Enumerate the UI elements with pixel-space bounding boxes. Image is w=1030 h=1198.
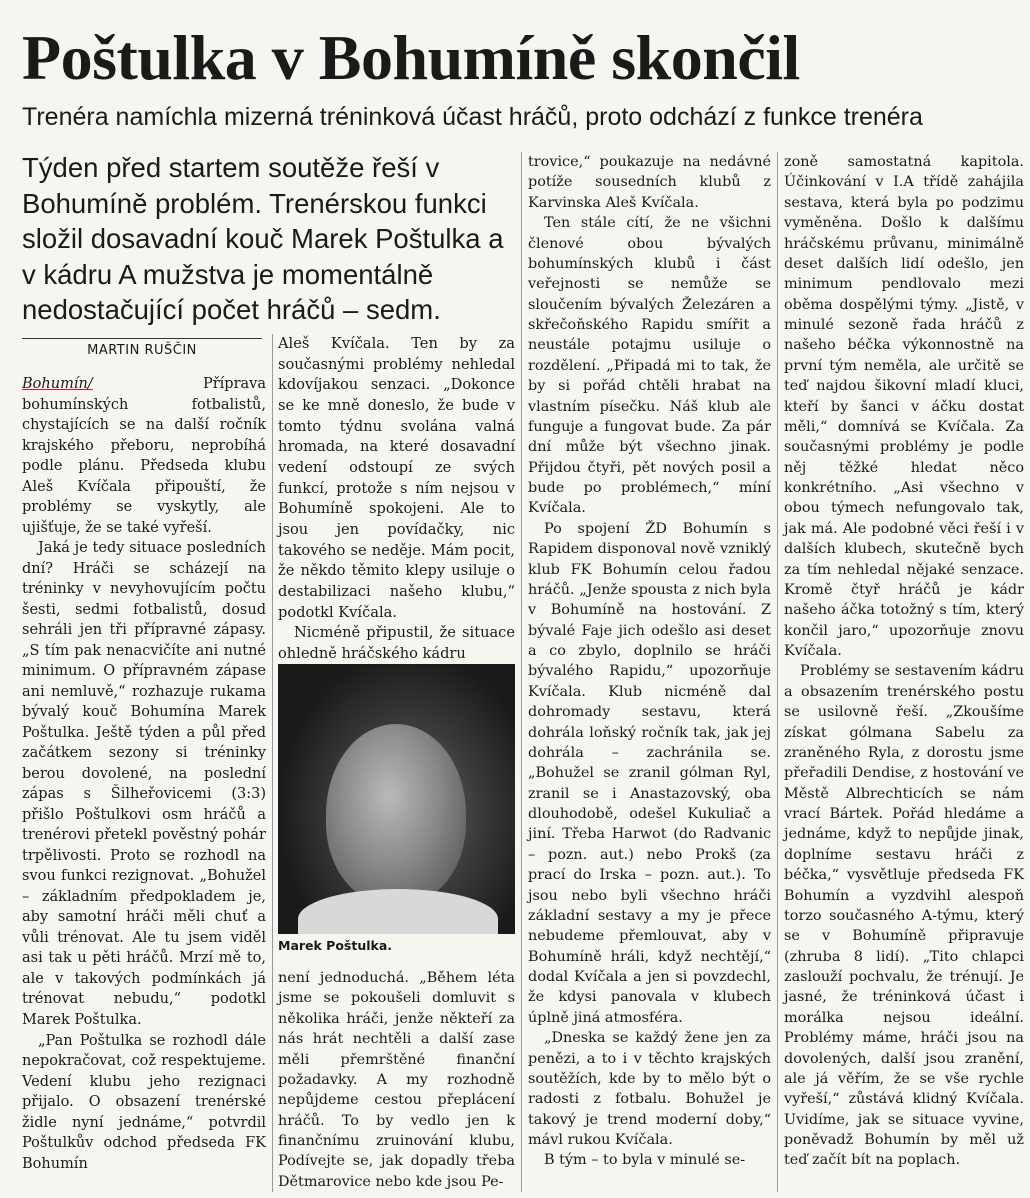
article-paragraph: Problémy se sestavením kádru a obsazením trenérského postu se usilovně řeší. „Zkoušíme získat gólmana Sabelu za zraněného Ryla, z dorostu jsme přeřadili Dendise, z hostování ve Městě Albrechticích se nám vrací Bártek. Pořád hledáme a jednáme, když to nepůjde jinak, doplníme sestavu hráči z béčka,“ vysvětluje předseda FK Bohumín a vyzdvihl alespoň torzo současného A-týmu, který se v Bohumíně připravuje (zhruba 8 lidí). „Tito chlapci zaslouží pochvalu, že trénují. Je jasné, že tréninková účast i morálka nejsou ideální. Problémy máme, hráči jsou na dovolených, další jsou zranění, ale já věřím, že se vše rychle vyřeší,“ zůstává klidný Kvíčala. Uvidíme, jak se situace vyvine, poněvadž Bohumín by měl už teď začít bít na poplach. [784,663,1024,1169]
article-paragraph: „Pan Poštulka se rozhodl dále nepokračovat, což respektujeme. Vedení klubu jeho rezignaci přijalo. O obsazení trenérské židle nyní jednáme,“ potvrdil Poštulkův odchod předseda FK Bohumín [22,1032,266,1172]
dateline: Bohumín/ [22,376,93,392]
headline: Poštulka v Bohumíně skončil [22,22,800,93]
article-paragraph: Ten stále cítí, že ne všichni členové obou bývalých bohumínských klubů i část veřejnosti se nemůže se sloučením bývalých Železáren a skřečoňského Rapidu smířit a neustále potajmu usiluje o rozdělení. „Připadá mi to tak, že by si pořád chtěli hrabat na vlastním písečku. Náš klub ale funguje a fungovat bude. Za pár dní může být všechno jinak. Přijdou čtyři, pět nových posil a bude po problémech,“ míní Kvíčala. [528,215,771,517]
article-paragraph [22,374,266,538]
byline: MARTIN RUŠČIN [22,338,262,358]
article-paragraph: Aleš Kvíčala. Ten by za současnými problémy nehledal kdovíjakou senzaci. „Dokonce se ke mně doneslo, že bude v tomto týdnu svolána valná hromada, na které dosavadní vedení odstoupí ze svých funkcí, protože s ním nejsou v Bohumíně spokojeni. Ale to jsou jen povídačky, nic takového se neděje. Mám pocit, že někdo těmito klepy usiluje o destabilizaci našeho klubu,“ podotkl Kvíčala. [278,335,515,621]
article-paragraph: Jaká je tedy situace posledních dní? Hráči se scházejí na tréninky v nevyhovujícím počtu šesti, sedmi fotbalistů, dosud sehráli jen tři přípravné zápasy. „S tím pak nenacvičíte ani nutné minimum. O přípravném zápase ani nemluvě,“ rozhazuje rukama bývalý kouč Bohumína Marek Poštulka. Ještě týden a půl před začátkem sezony si tréninky berou dovolené, na poslední zápas s Šilheřovicemi (3:3) přišlo Poštulkovi osm hráčů a trenérovi přetekl pověstný pohár trpělivosti. Proto se rozhodl na svou funkci rezignovat. „Bohužel – základním předpokladem je, aby samotní hráči měli chuť a vůli trénovat. Ale tu jsem viděl asi tak u pěti hráčů. Mrzí mě to, ale v takových podmínkách já trénovat nebudu,“ podotkl Marek Poštulka. [22,540,266,1028]
article-paragraph: Po spojení ŽD Bohumín s Rapidem disponoval nově vzniklý klub FK Bohumín celou řadou hráčů. „Jenže spousta z nich byla v Bohumíně na hostování. Z bývalé Faje jich odešlo asi deset a co zbylo, doplnilo se hráči bývalého Rapidu,“ upozorňuje Kvíčala. Klub nicméně dal dohromady sestavu, která dohrála loňský ročník tak, jak jej dohrála – zachránila se. „Bohužel se zranil gólman Ryl, zranil se i Anastazovský, oba dlouhodobě, odešel Kukuliač a jiní. Třeba Harwot (do Radvanic – pozn. aut.) nebo Prokš (za prací do Irska – pozn. aut.). To jsou nebo byli všechno hráči základní sestavy a my je přece nebudeme přemlouvat, aby v Bohumíně hráli, když nechtějí,“ dodal Kvíčala a jen si povzdechl, že kdysi panovala v klubech úplně jiná atmosféra. [528,520,771,1026]
article-paragraph: není jednoduchá. „Během léta jsme se pokoušeli domluvit s několika hráči, jenže někteří za nás hrát nechtěli a další zase měli přemrštěné finanční požadavky. A my rozhodně nepůjdeme cestou přeplácení hráčů. To by vedlo jen k finančnímu zruinování klubu, Podívejte se, jak dopadly třeba Dětmarovice nebo kde jsou Pe- [278,970,515,1190]
lead-paragraph: Týden před startem soutěže řeší v Bohumíně problém. Trenérskou funkci složil dosavadní kouč Marek Poštulka a v kádru A mužstva je momentálně nedostačující počet hráčů – sedm. [22,152,504,325]
article-column-2-top [278,334,515,664]
article-paragraph: zoně samostatná kapitola. Účinkování v I.A třídě zahájila sestava, která byla po podzimu vyměněna. Došlo k dalšímu hráčskému průvanu, minimálně deset dalších lidí odešlo, jen minimum pendlovalo mezi oběma dospělými týmy. „Jistě, v minulé sezoně řada hráčů z našeho béčka výkonnostně na první tým neměla, ale určitě se teď najdou šikovní mladí kluci, kteří by šanci v áčku dostat měli,“ domnívá se Kvíčala. Za současnými problémy je podle něj těžké hledat něco konkrétního. „Asi všechno v obou týmech nefungovalo tak, jak má. Ale podobné věci řeší i v dalších klubech, skutečně bych za tím nehledal nějaké senzace. Kromě čtyř hráčů je kádr našeho áčka totožný s tím, který končil jaro,“ upozorňuje znovu Kvíčala. [784,154,1024,659]
article-paragraph: Nicméně připustil, že situace ohledně hráčského kádru [278,624,515,662]
portrait-shirt [298,889,498,934]
paragraph-text: Příprava bohumínských fotbalistů, chystajících se na další ročník krajského přeboru, neprobíhá podle plánu. Předseda klubu Aleš Kvíčala připouští, že problémy se vyskytly, ale ujišťuje, že se také vyřeší. [22,376,266,536]
portrait-photo [278,664,515,934]
article-column-1 [22,374,266,1192]
article-column-2-bottom [278,968,515,1192]
article-paragraph: B tým – to byla v minulé se- [544,1152,746,1169]
column-divider [521,152,522,1192]
photo-caption: Marek Poštulka. [278,938,393,953]
column-divider [272,334,273,1192]
column-divider [777,152,778,1192]
article-paragraph: „Dneska se každý žene jen za penězi, a to i v těchto krajských soutěžích, kde by to mělo být o radosti z fotbalu. Bohužel je takový je trend moderní doby,“ mávl rukou Kvíčala. [528,1030,771,1148]
article-paragraph: trovice,“ poukazuje na nedávné potíže sousedních klubů z Karvinska Aleš Kvíčala. [528,154,771,211]
article-column-3 [528,152,771,1192]
portrait-face [326,724,466,904]
subheadline: Trenéra namíchla mizerná tréninková účast hráčů, proto odchází z funkce trenéra [22,103,923,131]
article-column-4 [784,152,1024,1192]
